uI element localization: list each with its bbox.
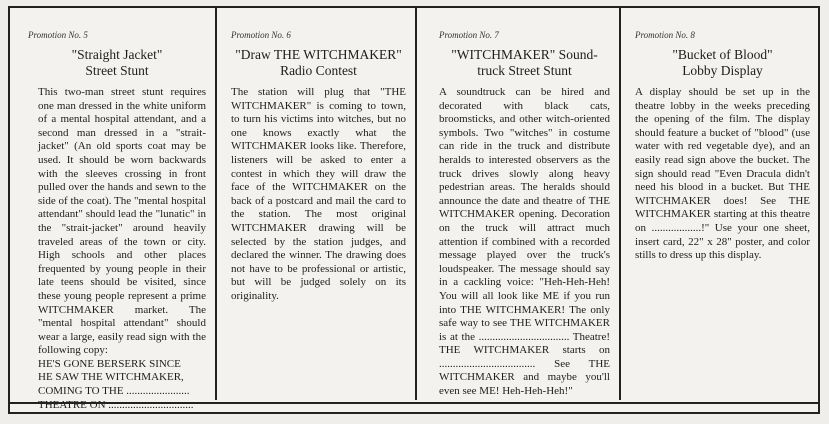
promotion-title: "Bucket of Blood" Lobby Display [672,47,773,78]
promotion-number: Promotion No. 6 [231,30,291,40]
bottom-divider [10,402,818,404]
promotion-number: Promotion No. 8 [635,30,695,40]
promotion-number: Promotion No. 5 [28,30,88,40]
promotion-number: Promotion No. 7 [439,30,499,40]
promotion-7-column [415,8,619,400]
promotion-body: A soundtruck can be hired and decorated with black cats, broomsticks, and other witch-oriented symbols. Two "witches" in costume can ride in the truck and distribute heralds to interested observers as the truck drives slowly along heavy pedestrian areas. The heralds should announce the date and theatre of THE WITCHMAKER opening. Decoration on the truck will attract much attention if combined with a recorded message played over the truck's loudspeaker. The message should say in a cackling voice: "Heh-Heh-Heh! You will all look like ME if you run into THE WITCHMAKER! The only safe way to see THE WITCHMAKER is at the ................................. Theatre! THE WITCHMAKER starts on ................................... See THE WITCHMAKER and maybe you'll even see ME! Heh-Heh-Heh!" [439,86,610,398]
promotion-body: A display should be set up in the theatre lobby in the weeks preceding the opening of the film. The display should feature a bucket of "blood" (use water with red vegetable dye), and an easily read sign above the bucket. The sign should read "Even Dracula didn't need his blood in a bucket. But THE WITCHMAKER does! See THE WITCHMAKER starting at this theatre on ..................!" Use your one sheet, insert card, 22" x 28" poster, and color stills to dress up this display. [635,86,810,262]
promotion-body: The station will plug that "THE WITCHMAKER" is coming to town, to turn his victims into witches, but no one knows exactly what the WITCHMAKER looks like. Therefore, listeners will be asked to enter a contest in which they will draw the face of the WITCHMAKER on the back of a postcard and mail the card to the station. The most original WITCHMAKER drawing will be selected by the station judges, and declared the winner. The drawing does not have to be professional or artistic, but will be judged solely on its originality. [231,86,406,302]
promotion-6-column [215,8,415,400]
promotion-8-column [619,8,819,400]
promotion-title: "Straight Jacket" Street Stunt [71,47,163,78]
promotion-5-column [10,8,215,411]
promotion-title: "WITCHMAKER" Sound- truck Street Stunt [451,47,598,78]
promotion-title: "Draw THE WITCHMAKER" Radio Contest [235,47,402,78]
sign-copy: HE'S GONE BERSERK SINCE HE SAW THE WITCHMAKER, COMING TO THE ....................... THEATRE ON ............................... [38,357,194,411]
promotion-body: This two-man street stunt requires one man dressed in the white uniform of a mental hospital attendant, and a second man dressed in a "strait-jacket" (An old sports coat may be used. It should be worn backwards with the sleeves crossing in front pulled over the hands and sewn to the side of the coat). The "mental hospital attendant" should lead the "lunatic" in the "strait-jacket" around heavily traveled areas of the town or city. High schools and other places frequented by young people in their late teens should be visited, since these young people represent a prime WITCHMAKER market. The "mental hospital attendant" should wear a large, easily read sign with the following copy: [38,86,206,357]
pressbook-page [8,6,820,414]
